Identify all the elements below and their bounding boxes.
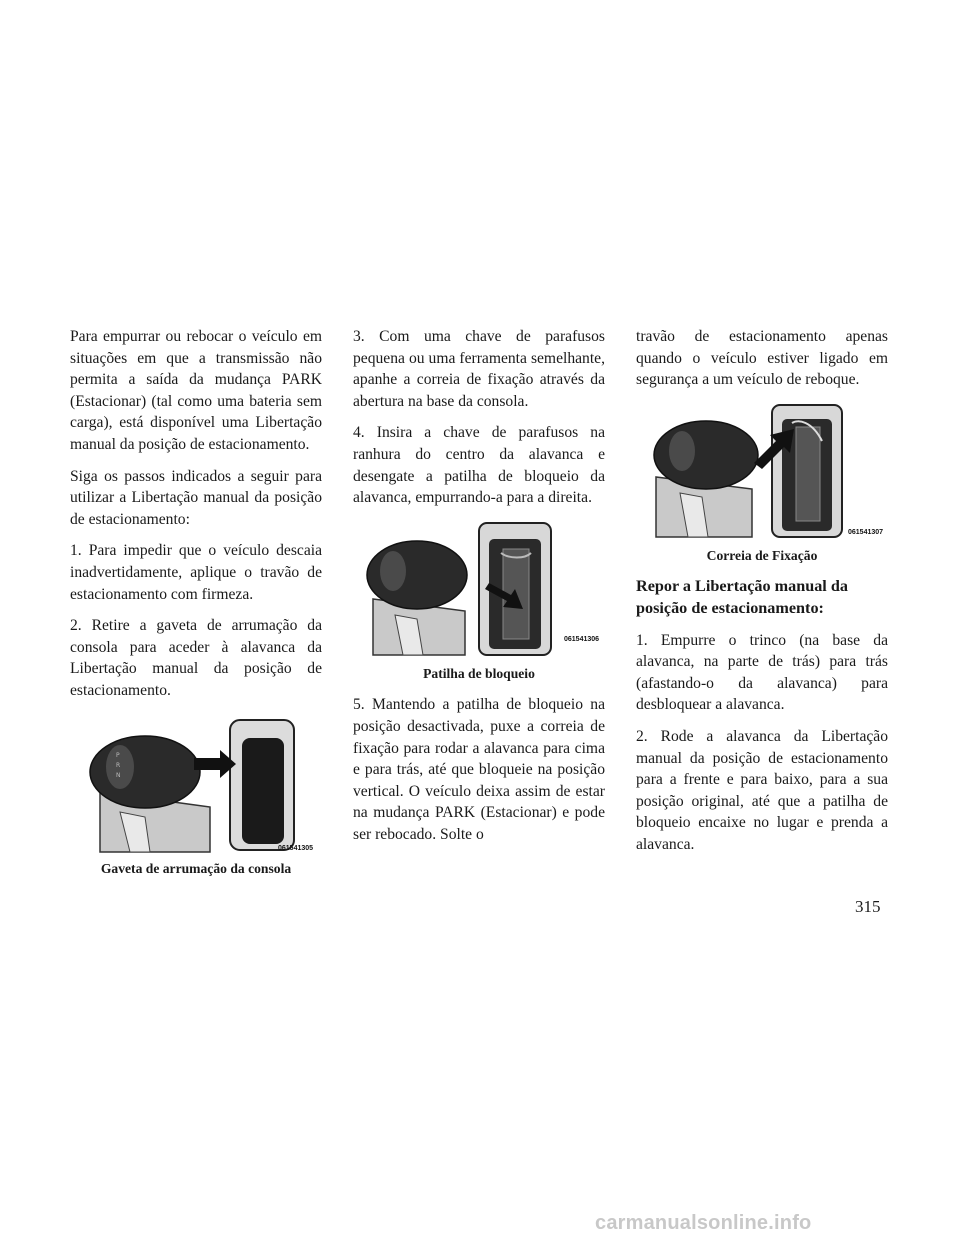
console-drawer-illustration — [70, 712, 322, 854]
figure-code: 061541307 — [848, 528, 884, 536]
figure-caption: Gaveta de arrumação da consola — [100, 860, 292, 876]
paragraph: 1. Empurre o trinco (na base da alavanca, na parte de trás) para trás (afastando-o da alavanca) para desbloquear a alavanca. — [636, 631, 888, 714]
paragraph: travão de estacionamento apenas quando o veículo estiver ligado em segurança a um veículo de reboque. — [636, 328, 888, 389]
text-column-1 — [70, 326, 322, 889]
figure-console-drawer — [70, 712, 322, 854]
paragraph: 5. Mantendo a patilha de bloqueio na posição desactivada, puxe a correia de fixação para rodar a alavanca para cima e para trás, até que bloqueie na posição vertical. O veículo deixa assim de estar na mudança PARK (Estacionar) e pode ser rebocado. Solte o — [353, 696, 605, 843]
text-column-3 — [636, 326, 888, 866]
text-column-2 — [353, 326, 605, 856]
fixing-strap-illustration — [636, 401, 888, 541]
paragraph: 2. Retire a gaveta de arrumação da consola para aceder à alavanca da Libertação manual da posição de estacionamento. — [70, 617, 322, 699]
figure-code: 061541306 — [564, 635, 600, 643]
section-heading: Repor a Libertação manual da posição de estacionamento: — [636, 577, 848, 617]
paragraph: 1. Para impedir que o veículo descaia inadvertidamente, aplique o travão de estacionamento com firmeza. — [70, 542, 322, 603]
figure-caption: Correia de Fixação — [706, 547, 818, 563]
figure-caption: Patilha de bloqueio — [423, 665, 535, 681]
figure-code: 061541305 — [278, 844, 314, 852]
watermark: carmanualsonline.info — [595, 1212, 812, 1234]
paragraph: 2. Rode a alavanca da Libertação manual da posição de estacionamento para a frente e para baixo, para a sua posição original, até que a patilha de bloqueio encaixe no lugar e prenda a alavanca. — [636, 727, 888, 853]
paragraph: 3. Com uma chave de parafusos pequena ou uma ferramenta semelhante, apanhe a correia de fixação através da abertura na base da consola. — [353, 328, 605, 410]
paragraph: 4. Insira a chave de parafusos na ranhura do centro da alavanca e desengate a patilha de bloqueio da alavanca, empurrando-a para a direita. — [353, 424, 605, 507]
paragraph: Siga os passos indicados a seguir para utilizar a Libertação manual da posição de estacionamento: — [70, 467, 322, 528]
figure-lock-tab — [353, 519, 605, 659]
svg-text:R: R — [116, 761, 121, 769]
svg-text:P: P — [116, 751, 120, 759]
paragraph: Para empurrar ou rebocar o veículo em situações em que a transmissão não permita a saída da mudança PARK (Estacionar) (tal como uma bateria sem carga), está disponível uma Libertação manual da posição de estacionamento. — [70, 328, 322, 453]
page-number: 315 — [855, 897, 881, 916]
svg-text:N: N — [116, 771, 121, 779]
figure-fixing-strap — [636, 401, 888, 541]
